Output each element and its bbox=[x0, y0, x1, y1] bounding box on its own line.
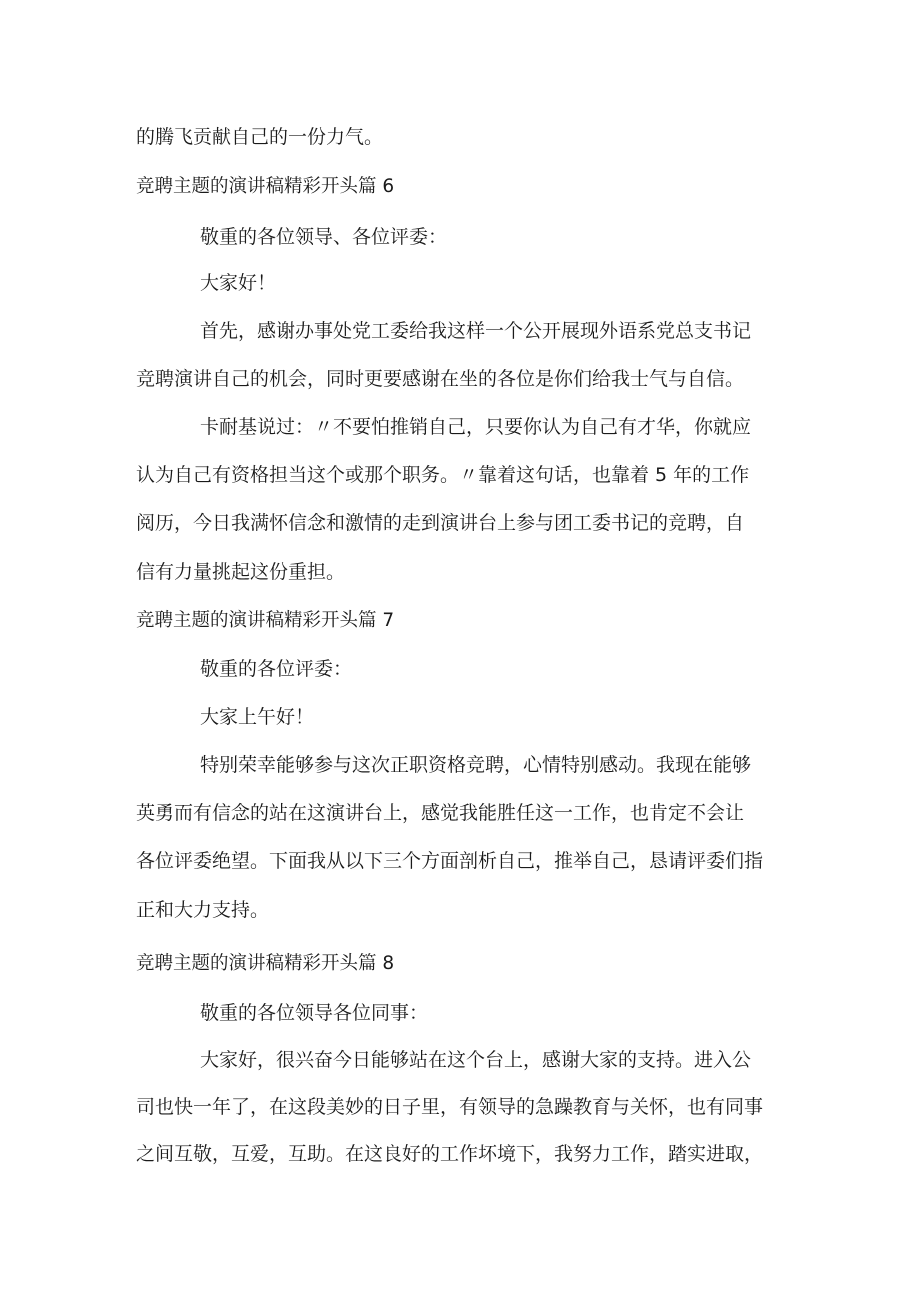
salutation-line: 敬重的各位领导各位同事： bbox=[200, 1002, 429, 1024]
section-heading-6: 竞聘主题的演讲稿精彩开头篇 6 bbox=[136, 176, 395, 197]
paragraph-line: 信有力量挑起这份重担。 bbox=[136, 561, 346, 583]
paragraph-line: 的腾飞贡献自己的一份力气。 bbox=[136, 126, 384, 148]
greeting-line: 大家好！ bbox=[200, 272, 277, 294]
salutation-line: 敬重的各位评委： bbox=[200, 658, 353, 680]
paragraph-line: 认为自己有资格担当这个或那个职务。〃靠着这句话，也靠着 5 年的工作 bbox=[136, 464, 750, 486]
paragraph-line: 竞聘演讲自己的机会，同时更要感谢在坐的各位是你们给我士气与自信。 bbox=[136, 368, 745, 390]
paragraph-line: 大家好，很兴奋今日能够站在这个台上，感谢大家的支持。进入公 bbox=[200, 1049, 752, 1071]
section-heading-7: 竞聘主题的演讲稿精彩开头篇 7 bbox=[136, 610, 395, 631]
paragraph-line: 首先，感谢办事处党工委给我这样一个公开展现外语系党总支书记 bbox=[200, 320, 752, 342]
paragraph-line: 英勇而有信念的站在这演讲台上，感觉我能胜任这一工作，也肯定不会让 bbox=[136, 802, 745, 824]
paragraph-line: 阅历，今日我满怀信念和激情的走到演讲台上参与团工委书记的竞聘，自 bbox=[136, 512, 745, 534]
paragraph-line: 各位评委绝望。下面我从以下三个方面剖析自己，推举自己，恳请评委们指 bbox=[136, 850, 764, 872]
paragraph-line: 卡耐基说过：〃不要怕推销自己，只要你认为自己有才华，你就应 bbox=[200, 416, 752, 438]
paragraph-line: 特别荣幸能够参与这次正职资格竞聘，心情特别感动。我现在能够 bbox=[200, 754, 752, 776]
paragraph-line: 司也快一年了，在这段美妙的日子里，有领导的急躁教育与关怀，也有同事 bbox=[136, 1096, 764, 1118]
paragraph-line: 之间互敬，互爱，互助。在这良好的工作坏境下，我努力工作，踏实进取， bbox=[136, 1143, 764, 1165]
paragraph-line: 正和大力支持。 bbox=[136, 899, 270, 921]
greeting-line: 大家上午好！ bbox=[200, 706, 315, 728]
salutation-line: 敬重的各位领导、各位评委： bbox=[200, 226, 448, 248]
section-heading-8: 竞聘主题的演讲稿精彩开头篇 8 bbox=[136, 953, 395, 974]
